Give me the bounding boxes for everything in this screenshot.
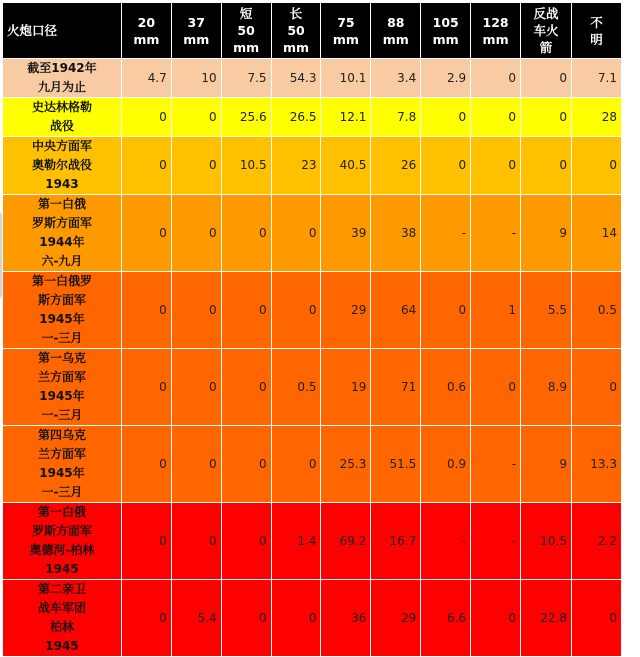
table-cell: 25.6 <box>221 98 271 137</box>
table-cell: 13.3 <box>571 426 621 503</box>
table-cell: 9 <box>521 195 572 272</box>
table-cell: 3.4 <box>371 59 421 98</box>
table-row <box>3 98 622 137</box>
table-row <box>3 426 622 503</box>
row-label: 第二亲卫 战车军团 柏林 1945 <box>3 580 122 657</box>
header-caliber-4: 长 50 mm <box>271 3 321 59</box>
table-cell: 0 <box>571 137 621 195</box>
table-cell: 5.4 <box>171 580 221 657</box>
table-cell: 2.2 <box>571 503 621 580</box>
table-cell: 39 <box>321 195 371 272</box>
table-cell: 0 <box>471 98 521 137</box>
table-cell: 16.7 <box>371 503 421 580</box>
table-cell: 2.9 <box>421 59 471 98</box>
table-cell: - <box>421 195 471 272</box>
table-cell: 0 <box>221 426 271 503</box>
table-cell: - <box>471 426 521 503</box>
table-cell: 1 <box>471 272 521 349</box>
table-cell: 0 <box>421 137 471 195</box>
table-cell: 40.5 <box>321 137 371 195</box>
table-cell: 10.5 <box>221 137 271 195</box>
table-cell: 71 <box>371 349 421 426</box>
table-cell: 22.8 <box>521 580 572 657</box>
table-row <box>3 349 622 426</box>
table-cell: 9 <box>521 426 572 503</box>
table-row <box>3 137 622 195</box>
table-cell: 0 <box>221 503 271 580</box>
table-cell: 1.4 <box>271 503 321 580</box>
row-label: 中央方面军 奥勒尔战役 1943 <box>3 137 122 195</box>
table-row <box>3 195 622 272</box>
table-cell: 7.8 <box>371 98 421 137</box>
table-cell: 0.5 <box>571 272 621 349</box>
table-cell: 4.7 <box>121 59 171 98</box>
table-cell: 36 <box>321 580 371 657</box>
header-caliber-label: 火炮口径 <box>3 3 122 59</box>
table-cell: 0 <box>121 349 171 426</box>
table-cell: 0 <box>271 272 321 349</box>
table-cell: 12.1 <box>321 98 371 137</box>
table-cell: 0 <box>271 580 321 657</box>
table-cell: 0 <box>121 272 171 349</box>
table-cell: 29 <box>371 580 421 657</box>
table-cell: 0 <box>521 59 572 98</box>
table-cell: 0 <box>171 349 221 426</box>
table-cell: 5.5 <box>521 272 572 349</box>
table-cell: 0 <box>221 272 271 349</box>
table-cell: 10.1 <box>321 59 371 98</box>
table-cell: 14 <box>571 195 621 272</box>
table-row <box>3 503 622 580</box>
table-cell: 28 <box>571 98 621 137</box>
table-cell: 23 <box>271 137 321 195</box>
table-cell: 8.9 <box>521 349 572 426</box>
row-label: 第一乌克 兰方面军 1945年 一-三月 <box>3 349 122 426</box>
table-cell: 0 <box>171 98 221 137</box>
table-cell: 0 <box>171 272 221 349</box>
table-cell: 0 <box>471 137 521 195</box>
table-row <box>3 272 622 349</box>
table-cell: 0.5 <box>271 349 321 426</box>
table-cell: 0 <box>171 195 221 272</box>
header-caliber-9: 反战 车火 箭 <box>521 3 572 59</box>
table-cell: 0 <box>571 580 621 657</box>
table-cell: 0 <box>271 426 321 503</box>
table-cell: 25.3 <box>321 426 371 503</box>
table-cell: 26 <box>371 137 421 195</box>
table-cell: - <box>421 503 471 580</box>
row-label: 第一白俄 罗斯方面军 1944年 六-九月 <box>3 195 122 272</box>
table-cell: 0.6 <box>421 349 471 426</box>
table-cell: 7.1 <box>571 59 621 98</box>
table-cell: 0 <box>171 503 221 580</box>
table-cell: 0 <box>471 59 521 98</box>
table-cell: 0 <box>121 580 171 657</box>
table-cell: 0 <box>421 98 471 137</box>
header-caliber-7: 105 mm <box>421 3 471 59</box>
table-cell: 0 <box>121 503 171 580</box>
table-cell: - <box>471 195 521 272</box>
header-caliber-6: 88 mm <box>371 3 421 59</box>
table-row <box>3 580 622 657</box>
row-label: 史达林格勒 战役 <box>3 98 122 137</box>
table-cell: 0 <box>121 195 171 272</box>
header-caliber-5: 75 mm <box>321 3 371 59</box>
table-cell: 38 <box>371 195 421 272</box>
row-label: 第一白俄 罗斯方面军 奥德河-柏林 1945 <box>3 503 122 580</box>
table-cell: 7.5 <box>221 59 271 98</box>
table-cell: 0 <box>221 195 271 272</box>
table-cell: 0 <box>171 137 221 195</box>
table-cell: 69.2 <box>321 503 371 580</box>
table-cell: 0 <box>471 349 521 426</box>
table-cell: 26.5 <box>271 98 321 137</box>
header-caliber-3: 短 50 mm <box>221 3 271 59</box>
header-row <box>3 3 622 59</box>
caliber-table <box>2 2 622 657</box>
table-cell: 29 <box>321 272 371 349</box>
table-cell: 10 <box>171 59 221 98</box>
table-cell: 64 <box>371 272 421 349</box>
table-cell: 19 <box>321 349 371 426</box>
row-label: 截至1942年 九月为止 <box>3 59 122 98</box>
table-cell: 0 <box>521 98 572 137</box>
table-cell: 0 <box>221 349 271 426</box>
table-cell: 51.5 <box>371 426 421 503</box>
header-caliber-2: 37 mm <box>171 3 221 59</box>
table-cell: 0 <box>521 137 572 195</box>
table-cell: 0 <box>571 349 621 426</box>
table-cell: 0 <box>121 426 171 503</box>
table-cell: 0 <box>221 580 271 657</box>
header-caliber-8: 128 mm <box>471 3 521 59</box>
table-cell: 54.3 <box>271 59 321 98</box>
table-cell: 0.9 <box>421 426 471 503</box>
table-cell: 0 <box>171 426 221 503</box>
row-label: 第四乌克 兰方面军 1945年 一-三月 <box>3 426 122 503</box>
table-cell: - <box>471 503 521 580</box>
table-cell: 10.5 <box>521 503 572 580</box>
table-cell: 0 <box>271 195 321 272</box>
table-cell: 0 <box>471 580 521 657</box>
table-cell: 6.6 <box>421 580 471 657</box>
table-row <box>3 59 622 98</box>
table-cell: 0 <box>121 98 171 137</box>
table-cell: 0 <box>121 137 171 195</box>
header-caliber-10: 不 明 <box>571 3 621 59</box>
table-cell: 0 <box>421 272 471 349</box>
row-label: 第一白俄罗 斯方面军 1945年 一-三月 <box>3 272 122 349</box>
header-caliber-1: 20 mm <box>121 3 171 59</box>
